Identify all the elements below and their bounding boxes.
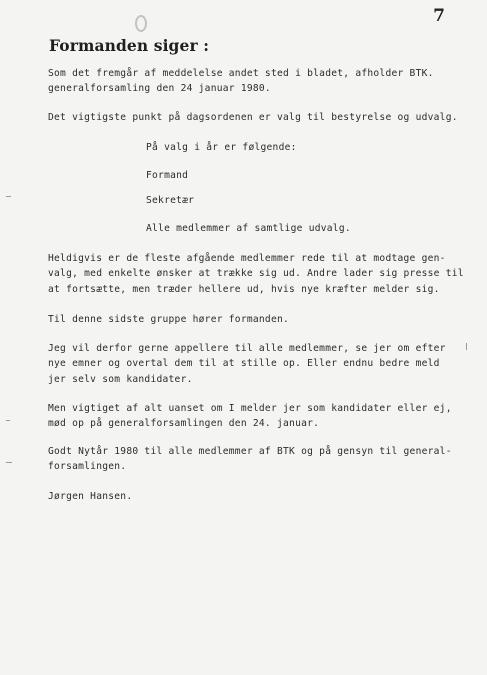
body-line: at fortsætte, men træder hellere ud, hvis nye kræfter melder sig. bbox=[48, 284, 440, 295]
margin-mark bbox=[466, 343, 467, 350]
body-line: Sekretær bbox=[146, 195, 195, 206]
signature-line: Jørgen Hansen. bbox=[48, 491, 133, 502]
body-line: Alle medlemmer af samtlige udvalg. bbox=[146, 223, 351, 234]
page-title: Formanden siger : bbox=[49, 36, 210, 55]
body-line: mød op på generalforsamlingen den 24. januar. bbox=[48, 418, 320, 429]
body-line: Som det fremgår af meddelelse andet sted i bladet, afholder BTK. bbox=[48, 68, 434, 79]
body-line: På valg i år er følgende: bbox=[146, 142, 297, 153]
body-line: Men vigtiget af alt uanset om I melder jer som kandidater eller ej, bbox=[48, 403, 452, 414]
punch-mark bbox=[135, 15, 147, 32]
body-line: Det vigtigste punkt på dagsordenen er valg til bestyrelse og udvalg. bbox=[48, 112, 458, 123]
body-line: valg, med enkelte ønsker at trække sig ud. Andre lader sig presse til bbox=[48, 268, 464, 279]
page-number: 7 bbox=[433, 6, 445, 26]
body-line: jer selv som kandidater. bbox=[48, 374, 193, 385]
margin-mark bbox=[6, 196, 11, 197]
body-line: forsamlingen. bbox=[48, 461, 127, 472]
body-line: Formand bbox=[146, 170, 189, 181]
margin-mark bbox=[6, 420, 10, 421]
margin-mark bbox=[6, 462, 12, 463]
body-line: nye emner og overtal dem til at stille op. Eller endnu bedre meld bbox=[48, 358, 440, 369]
body-line: Godt Nytår 1980 til alle medlemmer af BTK og på gensyn til general- bbox=[48, 446, 452, 457]
body-line: Til denne sidste gruppe hører formanden. bbox=[48, 314, 290, 325]
body-line: generalforsamling den 24 januar 1980. bbox=[48, 83, 271, 94]
body-line: Jeg vil derfor gerne appellere til alle medlemmer, se jer om efter bbox=[48, 343, 446, 354]
body-line: Heldigvis er de fleste afgående medlemmer rede til at modtage gen- bbox=[48, 253, 446, 264]
